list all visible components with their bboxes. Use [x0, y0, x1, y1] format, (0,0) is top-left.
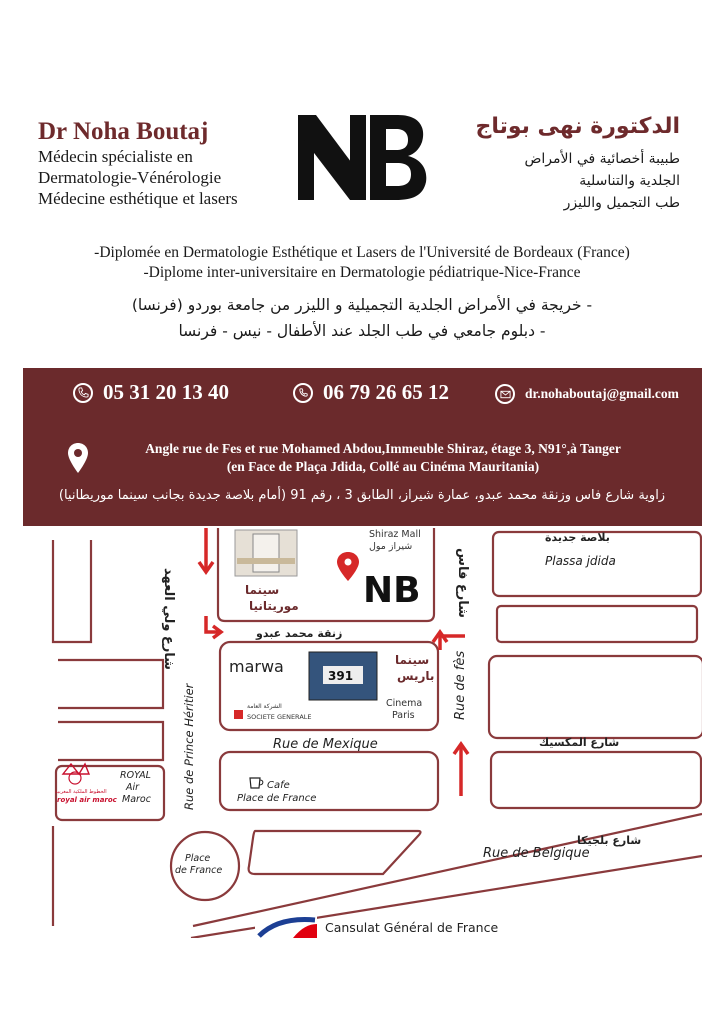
whatsapp-icon [293, 383, 313, 403]
cinema-mauritania-label: موريتانيا [249, 599, 299, 613]
rue-de-mexique-label: Rue de Mexique [273, 737, 378, 752]
email-icon [495, 384, 515, 404]
cinema-paris-screen-text: 391 [328, 669, 354, 683]
plassa-label-ar: بلاصة جديدة [545, 531, 610, 544]
cinema-paris-label-ar: سينما [395, 653, 430, 667]
doctor-name-ar: الدكتورة نهى بوتاج [475, 114, 680, 139]
diploma-line: -Diplomée en Dermatologie Esthétique et Lasers de l'Université de Bordeaux (France) [94, 244, 630, 261]
specialty-fr [38, 146, 298, 209]
nb-logo [298, 110, 428, 205]
societe-generale-label: SOCIETE GENERALE [247, 713, 312, 721]
map-block [489, 656, 702, 738]
map-block [58, 722, 163, 760]
location-map [23, 526, 702, 938]
specialty-line: Médecin spécialiste en [38, 147, 193, 166]
shiraz-mall-label-ar: شيراز مول [369, 541, 413, 552]
map-block [491, 752, 701, 808]
rue-de-fes-label: Rue de fès [453, 650, 468, 720]
phone-contact[interactable] [73, 380, 229, 405]
contact-band [23, 368, 702, 526]
diploma-line: - دبلوم جامعي في طب الجلد عند الأطفال - نيس - فرنسا [178, 322, 546, 340]
diploma-line: - خريجة في الأمراض الجلدية التجميلية و الليزر من جامعة بوردو (فرنسا) [131, 296, 593, 314]
belgique-label-ar: شارع بلجيكا [577, 834, 642, 847]
marwa-label: marwa [229, 657, 284, 676]
shiraz-mall-label: Shiraz Mall [369, 529, 421, 540]
royal-air-maroc-label: ROYAL [120, 770, 151, 781]
coffee-cup-icon [250, 778, 263, 788]
societe-generale-label-ar: الشركة العامة [247, 703, 282, 710]
diplomas-ar [30, 292, 694, 344]
societe-generale-logo [234, 710, 243, 719]
email-contact[interactable] [495, 384, 679, 404]
location-pin-icon [67, 442, 89, 474]
cinema-paris-label: Paris [392, 710, 415, 721]
diploma-line: -Diplome inter-universitaire en Dermatologie pédiatrique-Nice-France [143, 264, 581, 281]
mexique-label-ar: شارع المكسيك [539, 736, 620, 749]
street-fes-label: شارع فاس [455, 548, 470, 618]
map-block [53, 540, 91, 642]
cafe-label: Cafe [267, 780, 290, 791]
diplomas-fr [0, 243, 724, 283]
phone-number: 05 31 20 13 40 [103, 380, 229, 404]
plassa-label: Plassa jdida [545, 554, 616, 568]
map-block [58, 660, 163, 708]
cinema-paris-label-ar: باريس [397, 669, 435, 683]
street-wali-ahd-label: شارع ولي العهد [161, 568, 176, 670]
cinema-mauritania-label: سينما [245, 583, 280, 597]
location-pin-icon [337, 552, 359, 581]
specialty-line: طب التجميل والليزر [563, 195, 680, 211]
france-flag-icon [255, 916, 317, 938]
royal-air-maroc-label: Air [126, 782, 140, 793]
address-line: (en Face de Plaça Jdida, Collé au Cinéma Mauritania) [226, 459, 540, 474]
whatsapp-number: 06 79 26 65 12 [323, 380, 449, 404]
address-line: Angle rue de Fes et rue Mohamed Abdou,Immeuble Shiraz, étage 3, N91°,à Tanger [145, 441, 621, 456]
specialty-ar [450, 148, 680, 214]
ram-logo-fr: royal air maroc [57, 796, 117, 804]
ram-logo-ar: الخطوط الملكية المغربية [55, 789, 107, 795]
place-de-france-label: de France [175, 865, 223, 876]
royal-air-maroc-label: Maroc [122, 794, 151, 805]
whatsapp-contact[interactable] [293, 380, 449, 405]
royal-air-maroc-logo [55, 764, 118, 804]
consulat-label: Cansulat Général de France [325, 920, 499, 935]
specialty-line: الجلدية والتناسلية [579, 173, 680, 189]
place-de-france-label: Place [185, 853, 211, 864]
specialty-line: Dermatologie-Vénérologie [38, 168, 222, 187]
cinema-mauritania-image [235, 530, 297, 576]
doctor-name-fr: Dr Noha Boutaj [38, 118, 209, 145]
mohamed-abdou-label: زنقة محمد عبدو [256, 627, 343, 640]
phone-icon [73, 383, 93, 403]
address-fr [103, 440, 663, 476]
map-nb-logo: NB [363, 570, 421, 611]
map-block [497, 606, 697, 642]
rue-de-belgique-label: Rue de Belgique [483, 846, 590, 861]
email-address: dr.nohaboutaj@gmail.com [525, 386, 679, 401]
specialty-line: طبيبة أخصائية في الأمراض [524, 151, 680, 167]
address-ar: زاوية شارع فاس وزنقة محمد عبدو، عمارة شيراز، الطابق 3 ، رقم 91 (أمام بلاصة جديدة بجانب سينما موريطانيا) [58, 488, 666, 503]
map-block [249, 831, 421, 874]
prince-heritier-label: Rue de Prince Héritier [182, 683, 196, 810]
specialty-line: Médecine esthétique et lasers [38, 189, 238, 208]
cafe-label: Place de France [237, 793, 317, 804]
cinema-paris-label: Cinema [386, 698, 423, 709]
